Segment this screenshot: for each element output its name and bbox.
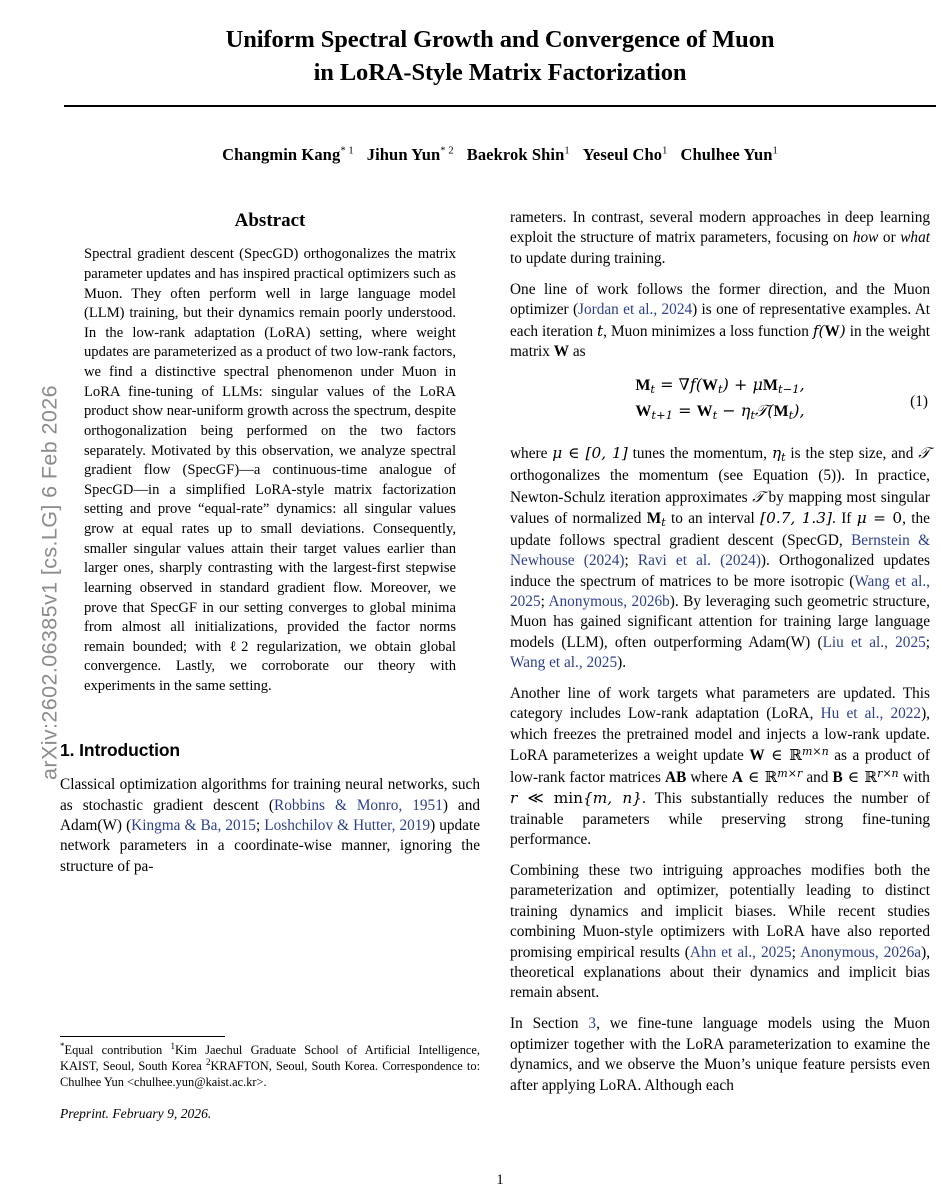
right-paragraph-3 bbox=[510, 443, 930, 673]
author-0-name: Changmin Kang bbox=[222, 145, 341, 165]
author-4 bbox=[680, 145, 777, 164]
r-p4-seg4: where bbox=[686, 768, 732, 786]
arxiv-stamp bbox=[0, 0, 62, 1200]
display-equation-1 bbox=[510, 373, 930, 431]
r-p3-seg2: tunes the momentum, bbox=[627, 445, 772, 463]
author-2 bbox=[467, 145, 570, 164]
author-2-marks: 1 bbox=[564, 145, 570, 157]
intro-p1-seg4: ) update network parameters in a coordinate-wise manner, ignoring the structure of pa- bbox=[60, 816, 480, 875]
author-1-name: Jihun Yun bbox=[366, 145, 441, 165]
title-line-1: Uniform Spectral Growth and Convergence of Muon bbox=[225, 26, 775, 53]
math-loss-f-W: f(W) bbox=[812, 321, 846, 340]
footnote-area bbox=[60, 1036, 480, 1122]
two-column-body bbox=[58, 208, 942, 1168]
footnote-mark-1: 1 bbox=[170, 1040, 175, 1051]
r-p2-seg4: in the weight matrix bbox=[510, 322, 930, 360]
r-p3-seg7: . If bbox=[832, 509, 857, 527]
section-heading-introduction: 1. Introduction bbox=[60, 739, 181, 760]
citation-wang-2[interactable]: Wang et al., 2025 bbox=[510, 654, 618, 672]
r-p4-seg1: Another line of work targets what parameters are updated. This category includes Low-rank adaptation (LoRA, bbox=[510, 685, 930, 723]
r-p5-seg2: ; bbox=[791, 943, 801, 961]
r-p4-seg5: . This substantially reduces the number of trainable parameters while preserving strong fine-tuning performance. bbox=[510, 790, 930, 849]
math-AB: AB bbox=[665, 768, 687, 786]
citation-ravi[interactable]: Ravi et al. bbox=[637, 552, 711, 570]
r-p1-how: how bbox=[852, 229, 879, 247]
right-paragraph-5 bbox=[510, 861, 930, 1004]
author-2-name: Baekrok Shin bbox=[466, 145, 565, 165]
citation-wang-1[interactable]: Wang et al., 2025 bbox=[510, 572, 930, 610]
math-A-space: A ∈ ℝ$^{m\times r}$ bbox=[731, 766, 803, 786]
footnote-mark-star: * bbox=[60, 1040, 65, 1051]
footnote-mark-2: 2 bbox=[205, 1057, 211, 1067]
math-operator-T-2: 𝒯 bbox=[752, 487, 764, 506]
r-p3-seg11: ; bbox=[540, 592, 549, 610]
citation-ahn[interactable]: Ahn et al., 2025 bbox=[689, 943, 792, 961]
intro-p1-seg1: Classical optimization algorithms for training neural networks, such as stochastic gradient descent ( bbox=[60, 776, 480, 814]
r-p2-seg2: ) is one of representative examples. At each iteration bbox=[510, 301, 931, 340]
r-p3-seg1: where bbox=[510, 445, 553, 463]
r-p4-and: and bbox=[802, 768, 833, 786]
math-interval: [0.7, 1.3] bbox=[760, 508, 832, 527]
author-1-marks: * 2 bbox=[440, 145, 454, 157]
r-p5-seg3: ), theoretical explanations about their dynamics and implicit bias remain absent. bbox=[510, 943, 931, 1002]
r-p3-seg10: ). Orthogonalized updates induce the spectrum of matrices to be more isotropic ( bbox=[510, 552, 930, 590]
paper-page bbox=[58, 0, 942, 1200]
math-iteration-t: t bbox=[597, 321, 604, 340]
math-W-space: W ∈ ℝ$^{m\times n}$ bbox=[749, 745, 829, 765]
math-rank-condition: r ≪ min{m, n} bbox=[510, 789, 642, 808]
footnote-divider bbox=[60, 1036, 225, 1037]
r-p6-seg2: , we fine-tune language models using the Muon optimizer together with the LoRA parameterization to examine the dynamics, and we observe the Muon’s unique feature persists even after applying LoRA. Although each bbox=[510, 1015, 930, 1094]
citation-bernstein-newhouse[interactable]: Bernstein & Newhouse bbox=[510, 531, 930, 570]
math-mu-zero: μ = 0 bbox=[856, 508, 903, 527]
r-p3-seg6: to an interval bbox=[665, 509, 761, 527]
r-p4-seg3: as a product of low-rank factor matrices bbox=[510, 747, 930, 786]
r-p3-seg13: ; bbox=[925, 633, 930, 651]
arxiv-stamp-text: arXiv:2602.06385v1 [cs.LG] 6 Feb 2026 bbox=[37, 385, 62, 780]
math-M-t: $M_t$ bbox=[646, 509, 666, 530]
r-p3-seg8: , the update follows spectral gradient descent (SpecGD, bbox=[510, 509, 930, 549]
r-p4-seg2: ), which freezes the pretrained model and injects a low-rank update. LoRA parameterizes a weight update bbox=[510, 705, 930, 765]
author-4-marks: 1 bbox=[772, 145, 778, 157]
r-p3-seg12: ). By leveraging such geometric structure, Muon has gained significant attention for training large language models (LLM), often outperforming Adam(W) ( bbox=[510, 592, 930, 651]
citation-robbins-monro[interactable]: Robbins & Monro, 1951 bbox=[274, 796, 443, 814]
r-p1-seg2: to update during training. bbox=[510, 249, 666, 267]
citation-loshchilov-hutter[interactable]: Loshchilov & Hutter, 2019 bbox=[264, 816, 431, 834]
r-p1-or: or bbox=[878, 229, 901, 247]
math-B-space: B ∈ ℝ$^{r\times n}$ bbox=[832, 766, 899, 786]
math-W: W bbox=[553, 342, 570, 360]
intro-p1-seg3: ; bbox=[255, 816, 265, 834]
author-0-marks: * 1 bbox=[340, 145, 354, 157]
right-paragraph-6 bbox=[510, 1014, 930, 1096]
footnote-seg1: Equal contribution bbox=[64, 1043, 171, 1057]
right-paragraph-4 bbox=[510, 684, 930, 850]
footnote-text bbox=[60, 1042, 480, 1090]
citation-anonymous-2026a[interactable]: Anonymous, 2026a bbox=[800, 943, 922, 961]
citation-anonymous-2026b[interactable]: Anonymous, 2026b bbox=[548, 592, 670, 610]
citation-liu[interactable]: Liu et al., 2025 bbox=[822, 633, 926, 651]
citation-jordan[interactable]: Jordan et al., 2024 bbox=[578, 301, 693, 319]
math-operator-T: 𝒯 bbox=[918, 444, 930, 463]
page-number: 1 bbox=[496, 1172, 504, 1188]
right-paragraph-2 bbox=[510, 280, 930, 363]
r-p2-seg1: One line of work follows the former direction, and the Muon optimizer ( bbox=[510, 280, 930, 319]
title-divider bbox=[64, 105, 936, 107]
author-3-marks: 1 bbox=[662, 145, 668, 157]
footnote-seg3: KRAFTON, Seoul, South Korea. Correspondence to: Chulhee Yun <chulhee.yun@kaist.ac.kr>. bbox=[60, 1059, 481, 1090]
r-p3-seg4: orthogonalizes the momentum (see Equation (5)). In practice, Newton-Schulz iteration approximates bbox=[510, 467, 930, 506]
title-block bbox=[58, 0, 942, 165]
title-line-2: in LoRA-Style Matrix Factorization bbox=[313, 58, 687, 86]
footnote-seg2: Kim Jaechul Graduate School of Artificial Intelligence, KAIST, Seoul, South Korea bbox=[60, 1043, 480, 1074]
equation-number: (1) bbox=[910, 393, 928, 411]
r-p3-seg5: by mapping most singular values of normalized bbox=[510, 488, 930, 527]
r-p6-seg1: In Section bbox=[510, 1015, 589, 1033]
equation-line-1: $M_t = \nabla f(W_t) + \mu M_{t-1}$, bbox=[635, 375, 805, 397]
r-p4-with: with bbox=[898, 768, 930, 786]
r-p3-seg14: ). bbox=[617, 654, 627, 672]
author-4-name: Chulhee Yun bbox=[680, 145, 773, 165]
intro-p1-seg2: ) and Adam(W) ( bbox=[60, 796, 480, 834]
math-mu-range: μ ∈ [0, 1] bbox=[552, 444, 628, 463]
r-p3-seg3: is the step size, and bbox=[785, 445, 919, 463]
page-title bbox=[98, 24, 902, 89]
author-3 bbox=[583, 145, 668, 164]
citation-hu[interactable]: Hu et al., 2022 bbox=[820, 705, 922, 723]
abstract-body: Spectral gradient descent (SpecGD) orthogonalizes the matrix parameter updates and has inspired practical optimizers such as Muon. They often perform well in large language model (LLM) training, but their dynamics remain poorly understood. In the low-rank adaptation (LoRA) setting, where weight updates are parameterized as a product of two low-rank factors, we find a distinctive spectral phenomenon under Muon in LoRA fine-tuning of LLMs: singular values of the LoRA product show near-uniform growth across the spectrum, despite orthogonalization being performed on the two factors separately. Motivated by this observation, we analyze spectral gradient flow (SpecGF)—a continuous-time analogue of SpecGD—in a simplified LoRA-style matrix factorization setting and prove “equal-rate” dynamics: all singular values grow at equal rates up to small deviations. Consequently, smaller singular values attain their target values earlier than larger ones, sharply contrasting with the largest-first stepwise learning observed in standard gradient flow. Moreover, we prove that SpecGF in our setting converges to global minima from almost all initializations, provided the factor norms remain bounded; with ℓ2 regularization, we obtain global convergence. Lastly, we corroborate our theory with experiments in the same setting. bbox=[84, 246, 456, 695]
right-paragraph-1 bbox=[510, 208, 930, 269]
equation-lines bbox=[510, 373, 930, 425]
r-p3-seg9: ; bbox=[624, 552, 638, 570]
r-p1-seg1: rameters. In contrast, several modern approaches in deep learning exploit the structure of matrix parameters, focusing on bbox=[510, 209, 930, 247]
r-p2-seg5: as bbox=[569, 342, 586, 360]
preprint-notice: Preprint. February 9, 2026. bbox=[60, 1106, 212, 1122]
left-column bbox=[60, 208, 480, 888]
link-section-3[interactable]: 3 bbox=[588, 1015, 597, 1033]
author-0 bbox=[222, 145, 354, 164]
citation-kingma-ba[interactable]: Kingma & Ba, 2015 bbox=[131, 816, 256, 834]
intro-paragraph-1 bbox=[60, 775, 480, 877]
r-p5-seg1: Combining these two intriguing approaches modifies both the parameterization and optimizer, potentially leading to distinct training dynamics and implicit biases. While recent studies combining Muon-style optimizers with LoRA have also reported promising empirical results ( bbox=[510, 861, 930, 961]
r-p1-what: what bbox=[900, 229, 930, 247]
abstract-heading: Abstract bbox=[234, 210, 306, 231]
author-1 bbox=[367, 145, 454, 164]
citation-bernstein-year[interactable]: (2024) bbox=[583, 552, 625, 570]
author-3-name: Yeseul Cho bbox=[582, 145, 663, 165]
equation-line-2: $W_{t+1} = W_t$ − $\eta_t𝒯(M_t)$, bbox=[635, 401, 805, 423]
right-column bbox=[510, 208, 930, 1106]
math-eta-t: $\eta_t$ bbox=[771, 444, 786, 465]
r-p2-seg3: , Muon minimizes a loss function bbox=[603, 322, 813, 340]
citation-ravi-year[interactable]: (2024) bbox=[720, 552, 761, 570]
author-list bbox=[58, 145, 942, 165]
